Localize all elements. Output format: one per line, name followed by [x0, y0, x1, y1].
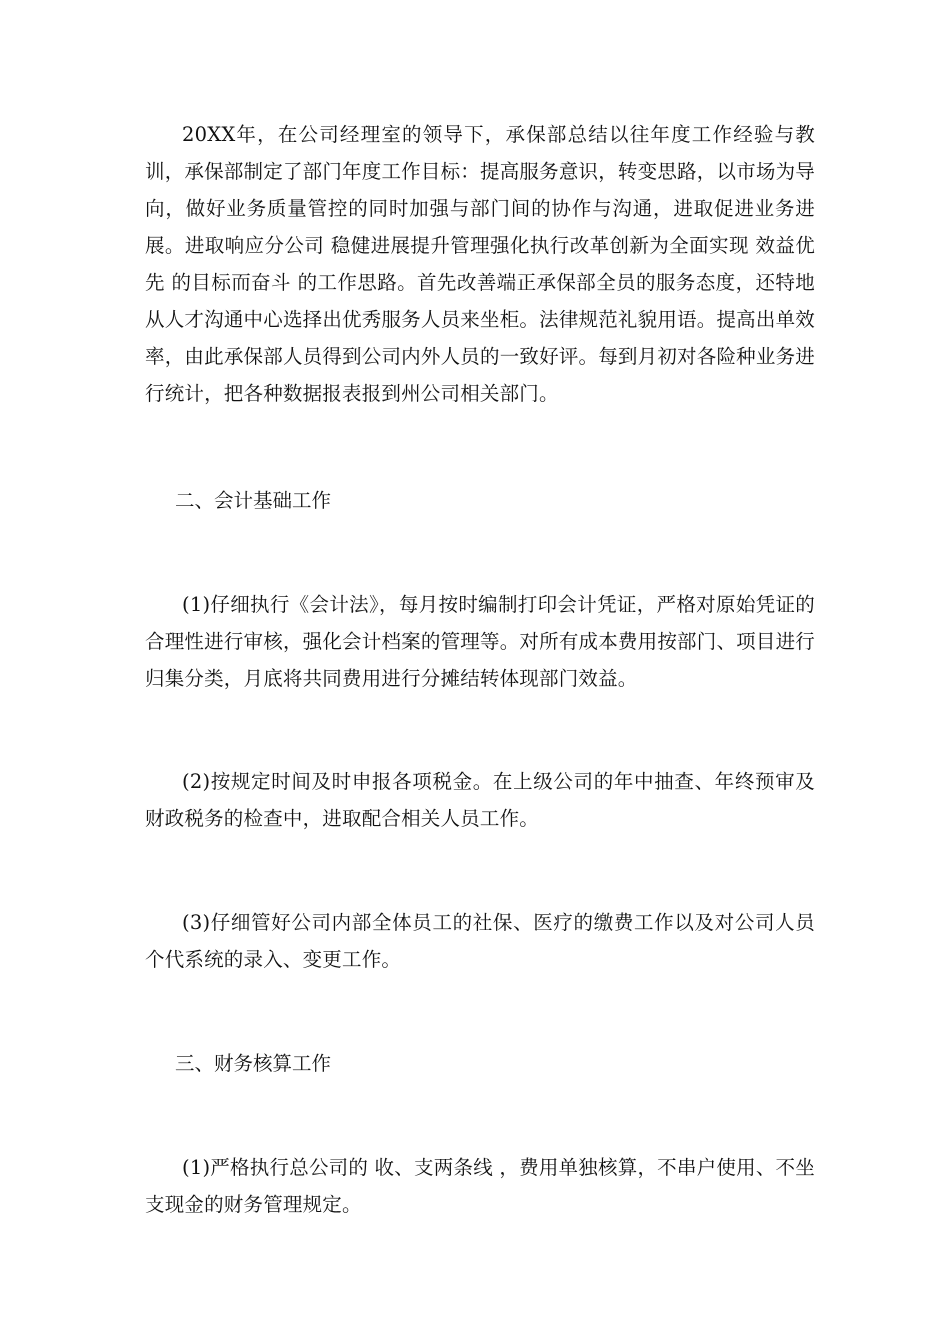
intro-paragraph-text: 20XX年，在公司经理室的领导下，承保部总结以往年度工作经验与教训，承保部制定了部门年度工作目标：提高服务意识，转变思路，以市场为导向，做好业务质量管控的同时加强与部门间的协作与沟通，进取促进业务进展。进取响应分公司 稳健进展提升管理强化执行改革创新为全面实现 效益优先 的目标而奋斗 的工作思路。首先改善端正承保部全员的服务态度，还特地从人才沟通中心选择出优秀服务人员来坐柜。法律规范礼貌用语。提高出单效率，由此承保部人员得到公司内外人员的一致好评。每到月初对各险种业务进行统计，把各种数据报表报到州公司相关部门。	[145, 123, 815, 405]
section-heading-accounting-basics: 二、会计基础工作	[175, 489, 332, 512]
paragraph-text: (1)严格执行总公司的 收、支两条线 ，费用单独核算，不串户使用、不坐支现金的财务管理规定。	[145, 1156, 815, 1216]
paragraph-text: (2)按规定时间及时申报各项税金。在上级公司的年中抽查、年终预审及财政税务的检查中，进取配合相关人员工作。	[145, 770, 815, 830]
paragraph-accounting-item-2	[145, 763, 815, 837]
section-heading-financial-accounting: 三、财务核算工作	[175, 1052, 332, 1075]
paragraph-accounting-item-1	[145, 586, 815, 697]
intro-paragraph	[145, 116, 815, 412]
paragraph-text: (1)仔细执行《会计法》，每月按时编制打印会计凭证，严格对原始凭证的合理性进行审核，强化会计档案的管理等。对所有成本费用按部门、项目进行归集分类，月底将共同费用进行分摊结转体现部门效益。	[145, 593, 815, 690]
paragraph-text: (3)仔细管好公司内部全体员工的社保、医疗的缴费工作以及对公司人员个代系统的录入、变更工作。	[145, 911, 815, 971]
paragraph-accounting-item-3	[145, 904, 815, 978]
paragraph-financial-item-1	[145, 1149, 815, 1223]
